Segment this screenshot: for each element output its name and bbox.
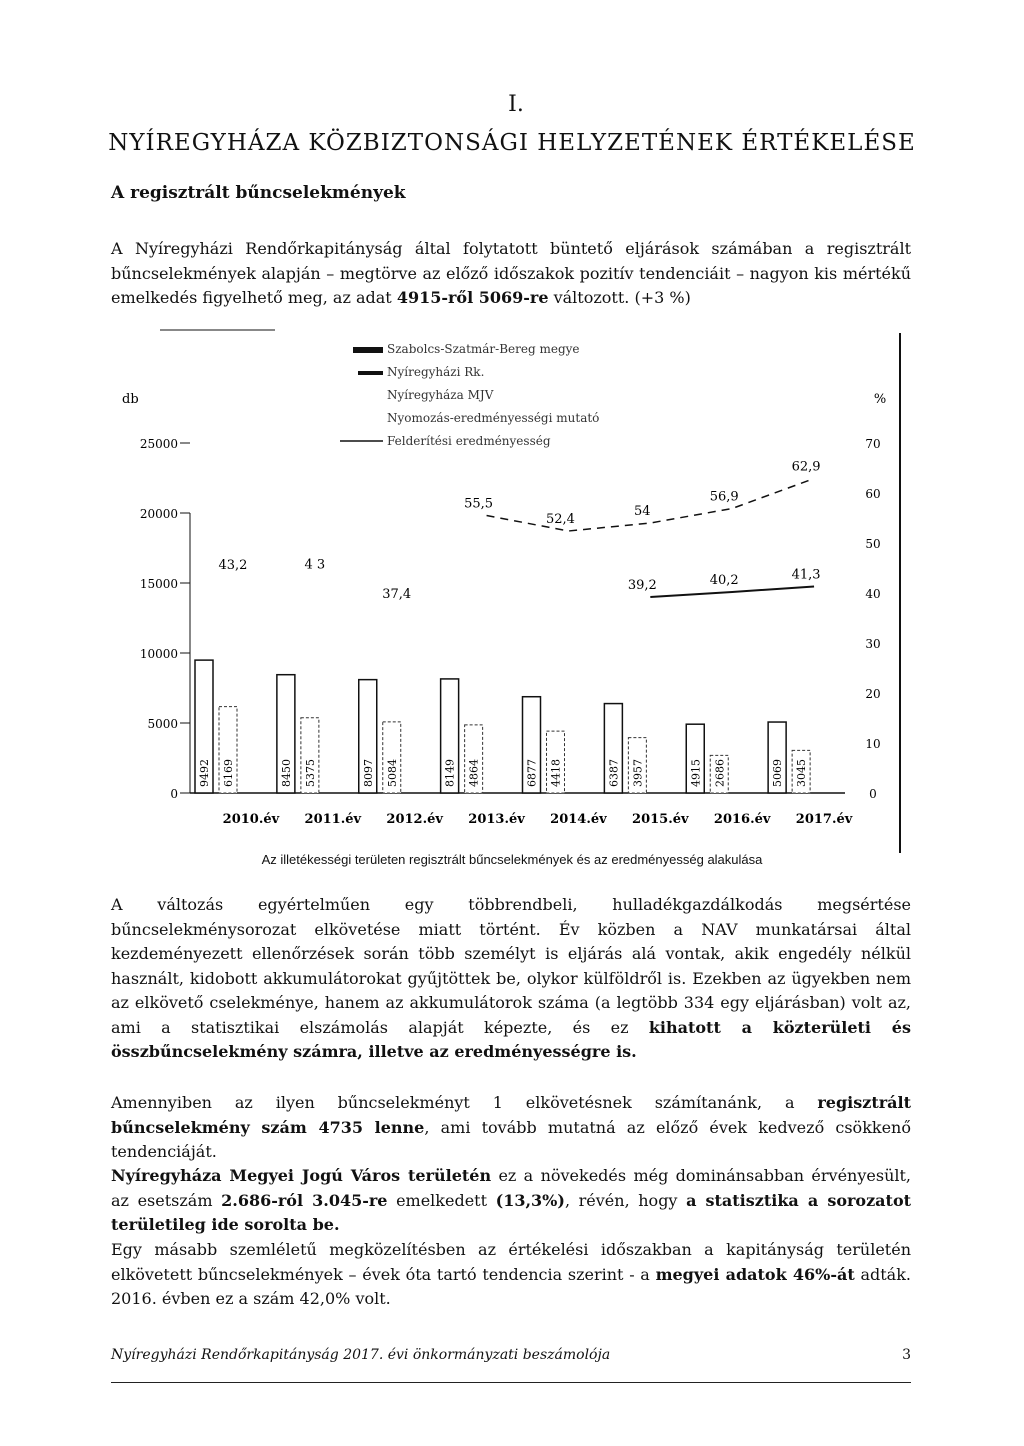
line-value-label-nyomozas: 4 3 xyxy=(304,557,326,573)
body-paragraph-2: A változás egyértelműen egy többrendbeli, hulladékgazdálkodás megsértése bűncselekménysorozat elkövetése miatt történt. Év közben a NAV munkatársai által kezdeményezett ellenőrzések során több személyt is eljárás alá vontak, akik engedély nélkül használt, kidobott akkumulátorokat gyűjtöttek be, olykor külföldről is. Ezekben az ügyekben nem az elkövető cselekménye, hanem az akkumulátorok száma (a legtöbb 334 egy eljárásban) volt az, ami a statisztikai elszámolás alapját képezte, és ez kihatott a közterületi és összbűncselekmény számra, illetve az eredményességre is. xyxy=(111,895,911,1061)
left-tick-label: 25000 xyxy=(139,437,178,451)
legend-entry: Nyíregyháza MJV xyxy=(387,388,494,402)
chart-svg xyxy=(110,328,910,858)
body-paragraph-3: Amennyiben az ilyen bűncselekményt 1 elkövetésnek számítanánk, a regisztrált bűncselekmény szám 4735 lenne, ami tovább mutatná az előző évek kedvező csökkenő tendenciáját. xyxy=(111,1093,911,1161)
category-label: 2011.év xyxy=(304,812,362,827)
page-footer xyxy=(111,1347,911,1363)
category-label: 2017.év xyxy=(795,812,853,827)
chapter-number: I. xyxy=(508,92,524,117)
legend-entry: Nyíregyházi Rk. xyxy=(387,365,485,379)
line-value-label-nyomozas: 56,9 xyxy=(709,489,739,505)
line-value-label-felderites: 41,3 xyxy=(791,567,821,583)
category-label: 2015.év xyxy=(632,812,689,827)
line-felderites xyxy=(650,587,814,598)
right-tick-label: 0 xyxy=(869,787,877,801)
bar-value-label-rk: 8097 xyxy=(361,759,375,787)
footer-rule xyxy=(111,1382,911,1383)
bar-value-label-rk: 8450 xyxy=(279,759,293,787)
left-tick-label: 10000 xyxy=(139,647,178,661)
line-value-label-nyomozas: 54 xyxy=(634,504,651,519)
intro-paragraph: A Nyíregyházi Rendőrkapitányság által folytatott büntető eljárások számában a regisztrált bűncselekmények alapján – megtörve az előző időszakok pozitív tendenciáit – nagyon kis mértékű emelkedés figyelhető meg, az adat 4915-ről 5069-re változott. (+3 %) xyxy=(111,239,911,307)
bar-value-label-mjv: 4418 xyxy=(549,759,563,787)
right-tick-label: 70 xyxy=(865,437,881,451)
left-tick-label: 5000 xyxy=(147,717,178,731)
bar-value-label-rk: 8149 xyxy=(443,759,457,787)
category-label: 2014.év xyxy=(550,812,607,827)
bar-value-label-rk: 6877 xyxy=(525,759,539,787)
line-value-label-nyomozas: 43,2 xyxy=(218,558,248,573)
bar-value-label-rk: 6387 xyxy=(607,759,621,787)
crime-chart xyxy=(110,328,910,858)
bar-value-label-rk: 9492 xyxy=(198,759,211,787)
bar-value-label-mjv: 5375 xyxy=(303,759,317,787)
footer-text: Nyíregyházi Rendőrkapitányság 2017. évi önkormányzati beszámolója xyxy=(111,1347,611,1363)
category-label: 2012.év xyxy=(386,812,443,827)
left-tick-label: 15000 xyxy=(139,577,178,591)
bar-value-label-rk: 5069 xyxy=(771,759,785,787)
body-paragraph-5: Egy másabb szemléletű megközelítésben az értékelési időszakban a kapitányság területén elkövetett bűncselekmények – évek óta tartó tendencia szerint - a megyei adatok 46%-át adták. 2016. évben ez a szám 42,0% volt. xyxy=(111,1240,911,1308)
category-label: 2010.év xyxy=(222,812,280,827)
right-tick-label: 50 xyxy=(865,537,881,551)
right-tick-label: 20 xyxy=(865,687,881,701)
right-tick-label: 10 xyxy=(865,737,881,751)
bar-value-label-mjv: 5084 xyxy=(385,759,399,787)
line-value-label-nyomozas: 37,4 xyxy=(382,587,412,602)
legend-entry: Nyomozás-eredményességi mutató xyxy=(387,411,600,425)
bar-value-label-rk: 4915 xyxy=(689,759,703,787)
chart-caption: Az illetékességi területen regisztrált bűncselekmények és az eredményesség alakulása xyxy=(261,852,763,867)
right-tick-label: 30 xyxy=(865,637,881,651)
page-number: 3 xyxy=(902,1347,911,1363)
left-tick-label: 0 xyxy=(170,787,178,801)
bar-value-label-mjv: 4864 xyxy=(467,759,481,787)
category-label: 2016.év xyxy=(713,812,771,827)
left-tick-label: 20000 xyxy=(139,507,178,521)
legend-entry: Szabolcs-Szatmár-Bereg megye xyxy=(387,342,580,356)
bar-value-label-mjv: 3957 xyxy=(631,759,645,787)
body-paragraph-4: Nyíregyháza Megyei Jogú Város területén ez a növekedés még dominánsabban érvényesült, az esetszám 2.686-ról 3.045-re emelkedett (13,3%), révén, hogy a statisztika a sorozatot területileg ide sorolta be. xyxy=(111,1166,912,1234)
page-title: NYÍREGYHÁZA KÖZBIZTONSÁGI HELYZETÉNEK ÉRTÉKELÉSE xyxy=(108,130,916,156)
line-value-label-nyomozas: 62,9 xyxy=(791,459,821,475)
category-label: 2013.év xyxy=(468,812,525,827)
section-title: A regisztrált bűncselekmények xyxy=(111,183,406,203)
bar-value-label-mjv: 2686 xyxy=(713,759,727,787)
bar-value-label-mjv: 6169 xyxy=(222,759,235,787)
right-tick-label: 60 xyxy=(865,487,881,501)
line-value-label-felderites: 40,2 xyxy=(709,573,739,588)
line-value-label-felderites: 39,2 xyxy=(627,578,657,593)
bar-value-label-mjv: 3045 xyxy=(795,759,809,787)
legend-swatch xyxy=(353,347,383,353)
legend-entry: Felderítési eredményesség xyxy=(387,434,551,448)
line-value-label-nyomozas: 55,5 xyxy=(464,496,494,512)
right-axis-label: % xyxy=(873,392,887,407)
right-tick-label: 40 xyxy=(865,587,881,601)
line-value-label-nyomozas: 52,4 xyxy=(545,512,575,527)
legend-swatch xyxy=(358,371,383,375)
left-axis-label: db xyxy=(122,392,139,407)
